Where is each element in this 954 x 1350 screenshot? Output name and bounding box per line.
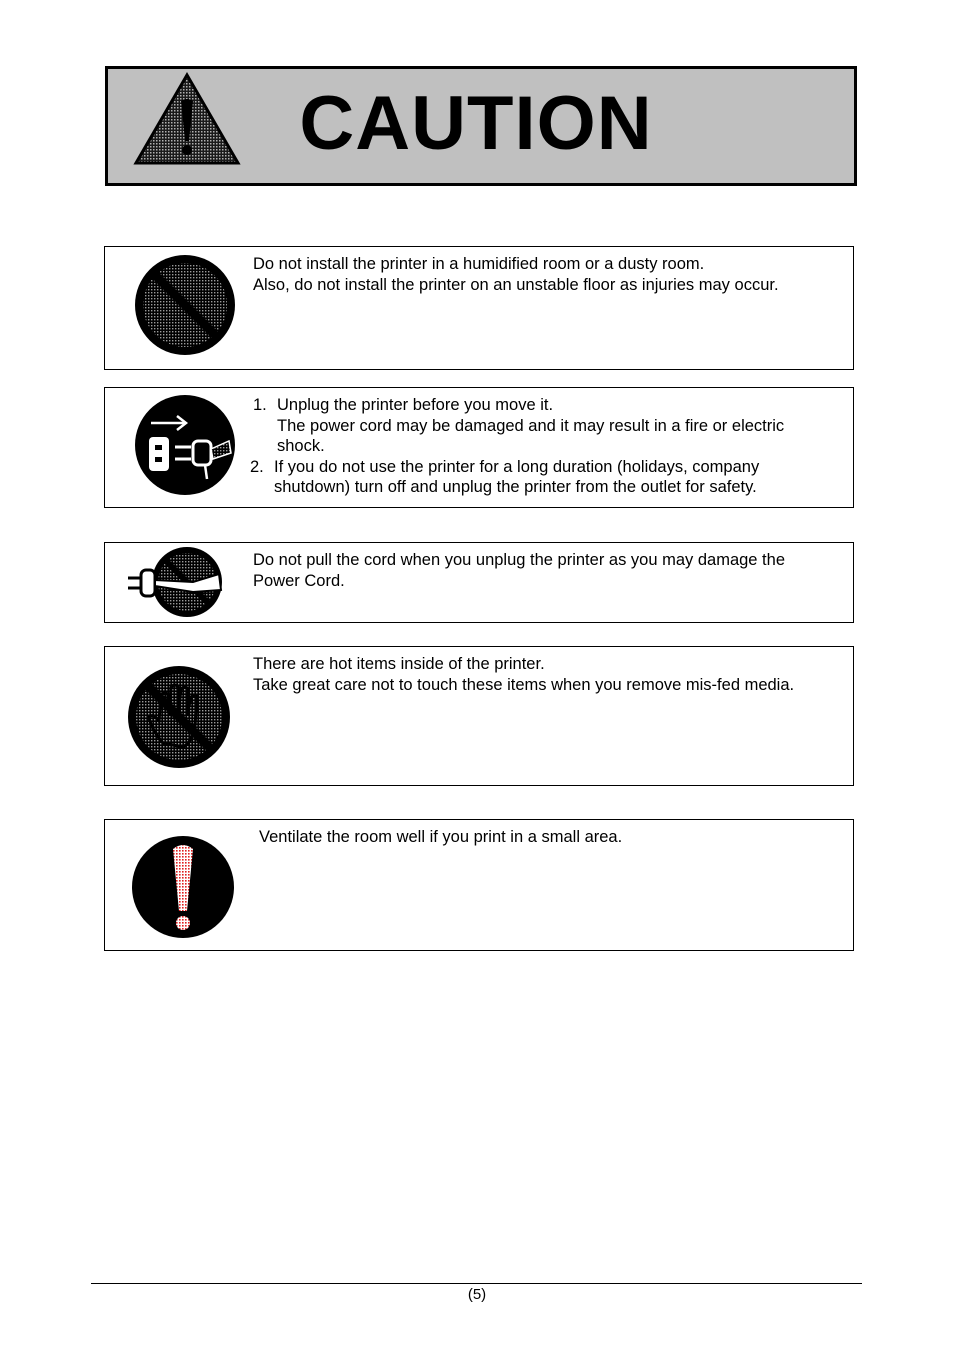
no-entry-prohibition-icon <box>133 253 237 357</box>
caution-line: Do not pull the cord when you unplug the printer as you may damage the <box>253 551 785 569</box>
caution-item-5 <box>104 819 854 951</box>
caution-line: shock. <box>277 437 325 455</box>
list-number: 1. <box>253 396 267 414</box>
list-item <box>253 395 841 457</box>
caution-line: There are hot items inside of the printer. <box>253 655 545 673</box>
page-title: CAUTION <box>299 81 653 166</box>
caution-line: shutdown) turn off and unplug the printer from the outlet for safety. <box>274 478 757 496</box>
list-item <box>250 457 841 498</box>
caution-text <box>253 254 841 295</box>
do-not-pull-cord-icon <box>125 546 229 618</box>
caution-text <box>253 550 841 591</box>
caution-line: Take great care not to touch these items when you remove mis-fed media. <box>253 675 795 694</box>
exclamation-mandatory-icon <box>131 835 235 939</box>
caution-text <box>250 395 841 498</box>
caution-item-3 <box>104 542 854 623</box>
caution-item-4 <box>104 646 854 786</box>
caution-text <box>259 827 841 848</box>
caution-line: Ventilate the room well if you print in a small area. <box>259 828 623 846</box>
caution-line: Do not install the printer in a humidified room or a dusty room. <box>253 255 705 273</box>
caution-text <box>253 654 841 695</box>
page-number: (5) <box>467 1286 487 1303</box>
caution-line: Power Cord. <box>253 571 345 590</box>
list-number: 2. <box>250 457 264 476</box>
caution-line: The power cord may be damaged and it may result in a fire or electric <box>277 416 785 435</box>
do-not-touch-hand-icon <box>127 665 231 769</box>
caution-banner <box>105 66 857 186</box>
unplug-power-cord-icon <box>133 393 237 497</box>
footer-divider <box>91 1283 862 1284</box>
caution-item-1 <box>104 246 854 370</box>
caution-line: If you do not use the printer for a long duration (holidays, company <box>274 457 760 476</box>
caution-line: Unplug the printer before you move it. <box>277 396 554 414</box>
caution-item-2 <box>104 387 854 508</box>
caution-line: Also, do not install the printer on an unstable floor as injuries may occur. <box>253 275 779 294</box>
